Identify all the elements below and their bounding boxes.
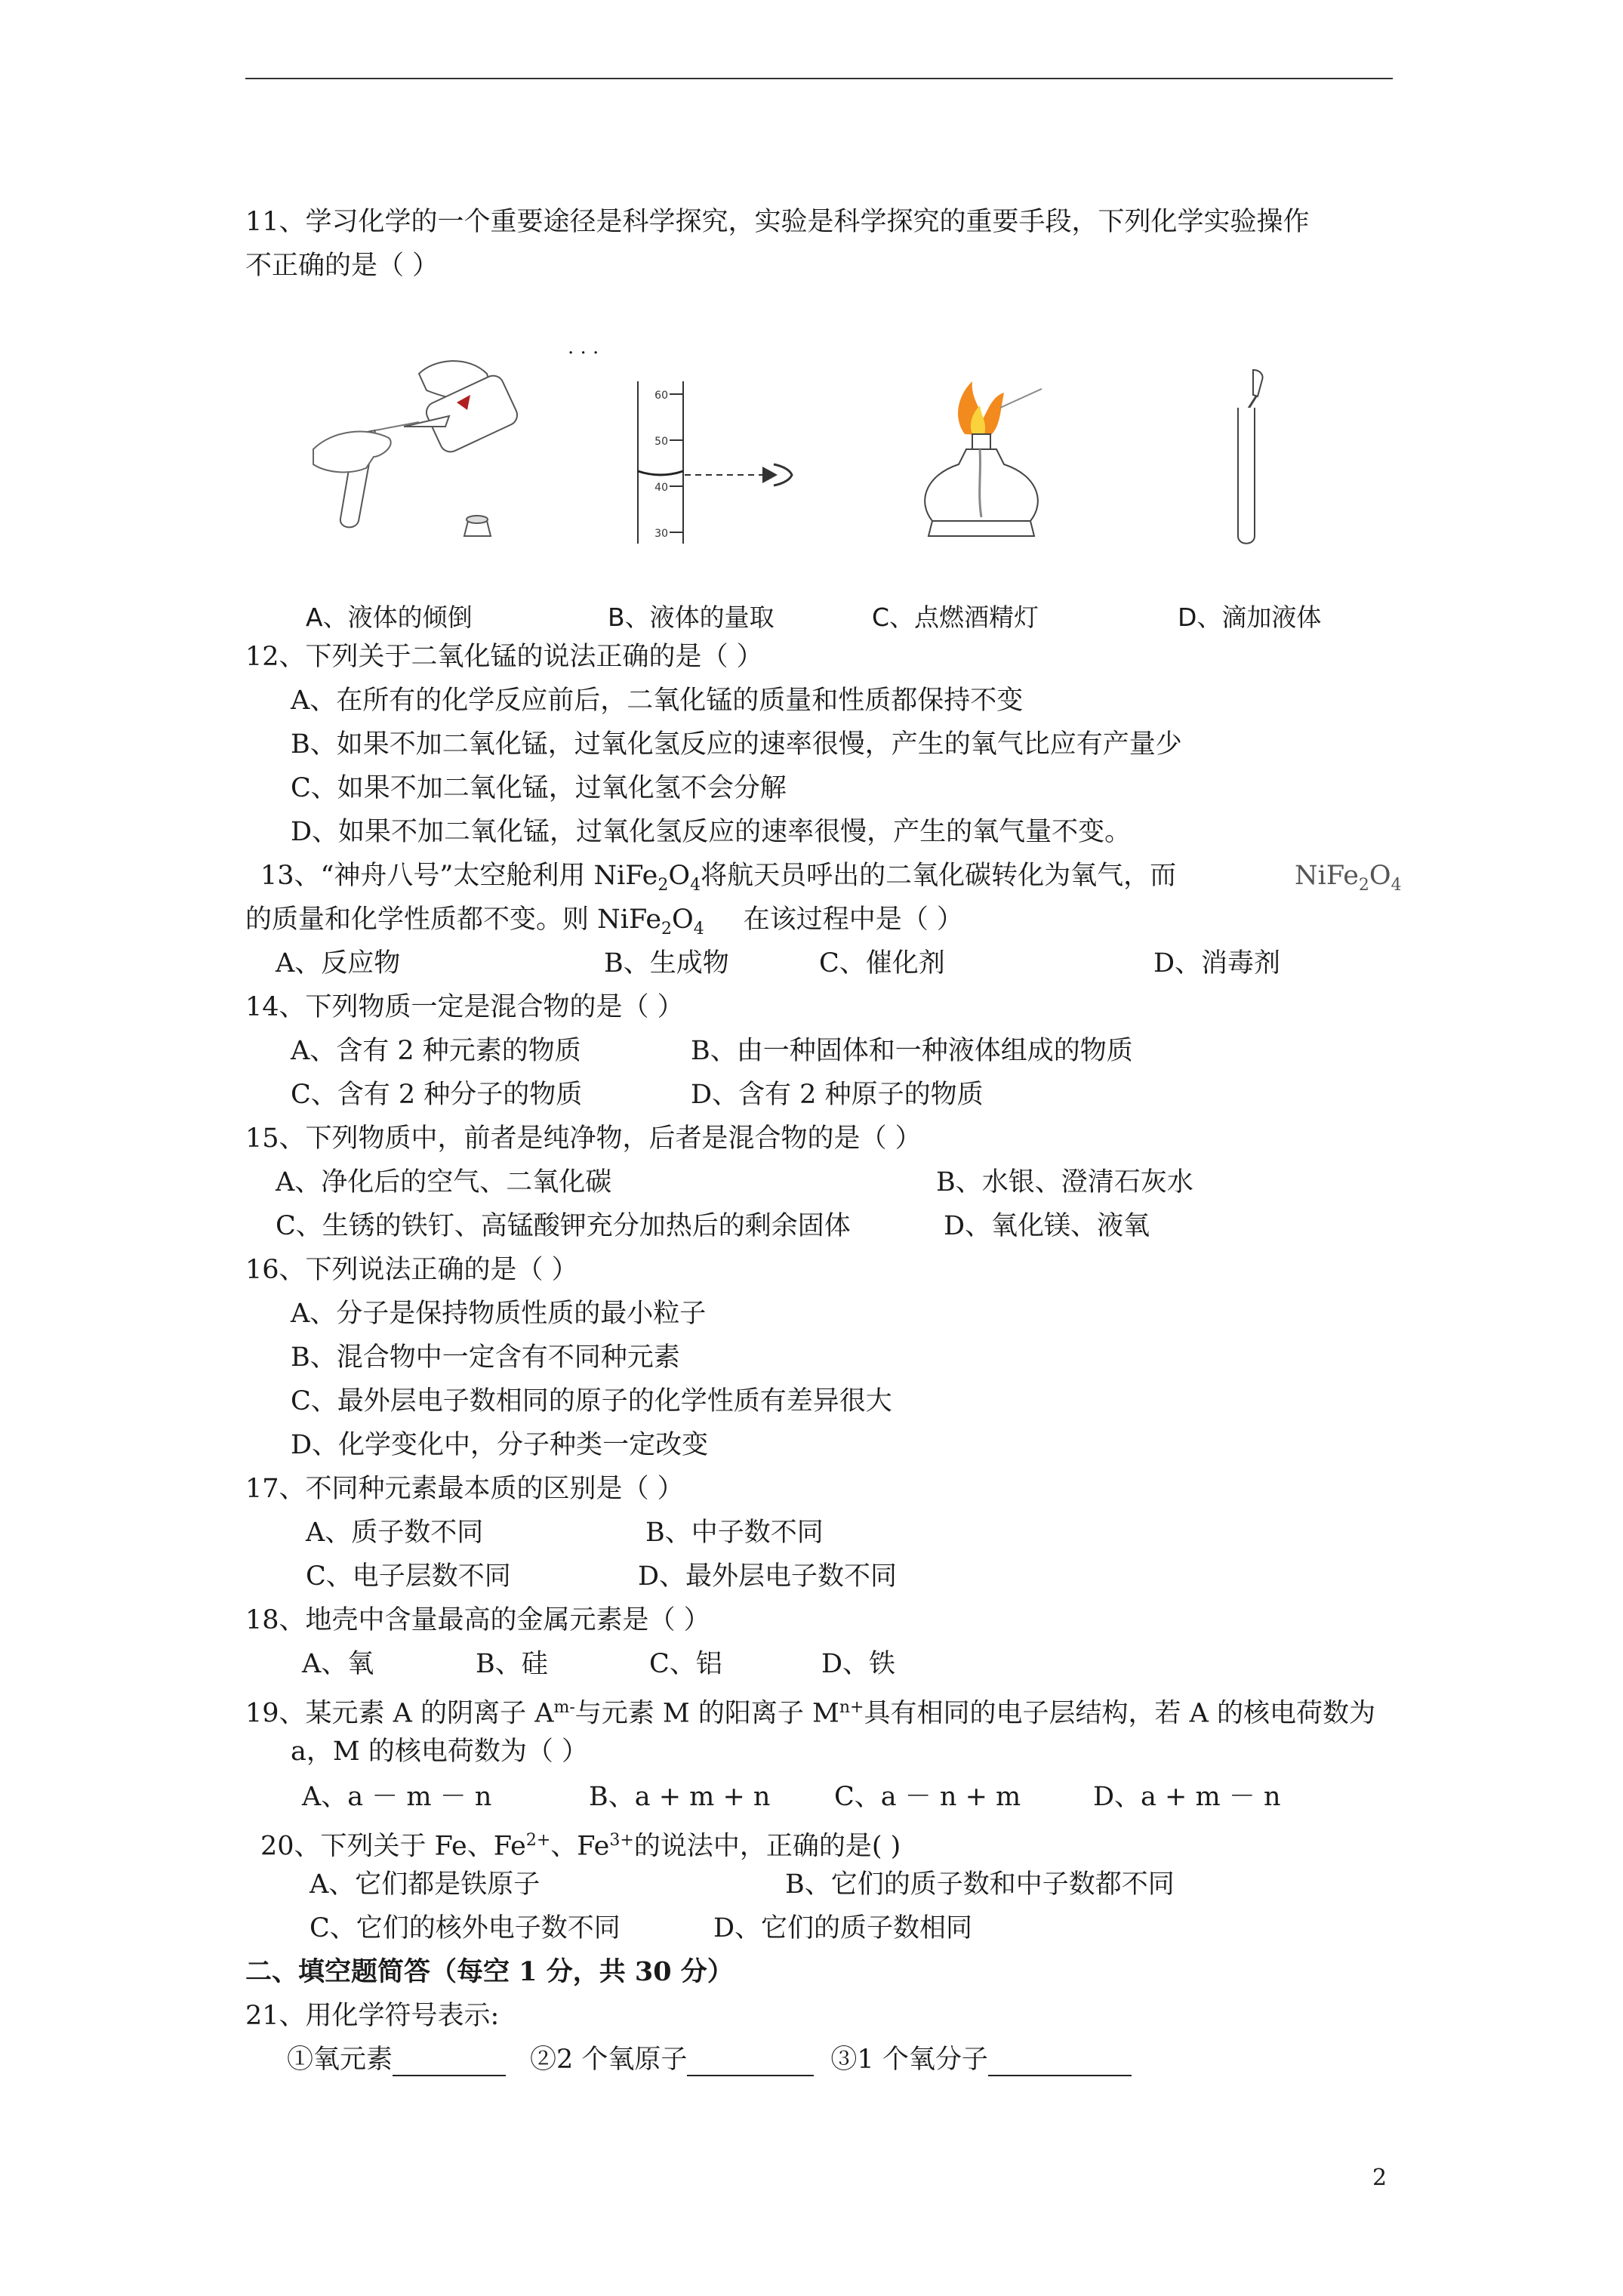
- header-rule: [245, 78, 1393, 79]
- q13-option-b: B、生成物: [604, 948, 729, 978]
- q17-stem: 17、不同种元素最本质的区别是（ ）: [245, 1474, 684, 1504]
- q13-nife-formula: $NiFe_2O_4$: [1295, 861, 1402, 895]
- caption-b: B、液体的量取: [608, 603, 775, 632]
- q13-option-d: D、消毒剂: [1153, 948, 1281, 978]
- page-number: 2: [1372, 2165, 1387, 2191]
- q16-option-a: A、分子是保持物质性质的最小粒子: [291, 1299, 707, 1329]
- q13-line2: 的质量和化学性质都不变。则 $NiFe_2O_4$ 在该过程中是（ ）: [245, 905, 963, 938]
- q19-option-b: B、a + m + n: [589, 1782, 771, 1812]
- caption-a: A、液体的倾倒: [306, 603, 473, 632]
- q19-line2: a，M 的核电荷数为（ ）: [291, 1737, 588, 1767]
- q11-dots: . . .: [568, 336, 599, 359]
- q18-option-c: C、铝: [649, 1649, 722, 1679]
- q16-stem: 16、下列说法正确的是（ ）: [245, 1255, 578, 1285]
- q17-option-a: A、质子数不同: [306, 1518, 484, 1548]
- q16-option-b: B、混合物中一定含有不同种元素: [291, 1342, 680, 1373]
- q14-option-c: C、含有 2 种分子的物质: [291, 1080, 583, 1110]
- q20-option-d: D、它们的质子数相同: [713, 1913, 973, 1943]
- q12-option-d: D、如果不加二氧化锰，过氧化氢反应的速率很慢，产生的氧气量不变。: [291, 817, 1132, 847]
- cylinder-tick-50: 50: [654, 436, 668, 448]
- caption-d: D、滴加液体: [1178, 603, 1322, 632]
- figure-measuring-cylinder: [623, 378, 804, 547]
- q12-option-c: C、如果不加二氧化锰，过氧化氢不会分解: [291, 773, 787, 803]
- caption-c: C、点燃酒精灯: [872, 603, 1039, 632]
- q12-option-a: A、在所有的化学反应前后，二氧化锰的质量和性质都保持不变: [291, 686, 1024, 716]
- q11-line2: 不正确的是（ ）: [245, 251, 439, 281]
- q16-option-d: D、化学变化中，分子种类一定改变: [291, 1430, 709, 1460]
- q13-option-c: C、催化剂: [819, 948, 945, 978]
- q20-stem: 20、下列关于 Fe、$Fe^{2+}$、$Fe^{3+}$的说法中，正确的是( ): [260, 1831, 901, 1862]
- q21-item-2: ②2 个氧原子: [530, 2045, 688, 2075]
- q18-option-a: A、氧: [302, 1649, 374, 1679]
- q21-blank-2[interactable]: [687, 2049, 814, 2076]
- q19-line1: 19、某元素 A 的阴离子 $A^{m-}$与元素 M 的阳离子 $M^{n+}$具有相同的电子层结构，若 A 的核电荷数为: [245, 1698, 1375, 1729]
- q15-option-b: B、水银、澄清石灰水: [936, 1167, 1193, 1197]
- q12-option-b: B、如果不加二氧化锰，过氧化氢反应的速率很慢，产生的氧气比应有产量少: [291, 729, 1182, 760]
- q12-stem: 12、下列关于二氧化锰的说法正确的是（ ）: [245, 642, 763, 672]
- cylinder-tick-30: 30: [654, 528, 668, 540]
- figure-pouring-liquid: [306, 344, 525, 544]
- q21-stem: 21、用化学符号表示:: [245, 2001, 500, 2031]
- q20-option-b: B、它们的质子数和中子数都不同: [785, 1869, 1175, 1900]
- q20-option-c: C、它们的核外电子数不同: [310, 1913, 621, 1943]
- q18-option-d: D、铁: [821, 1649, 896, 1679]
- q21-item-3: ③1 个氧分子: [830, 2045, 988, 2075]
- figure-dropper-test-tube: [1208, 366, 1291, 551]
- q21-blank-1[interactable]: [393, 2049, 506, 2076]
- q14-option-a: A、含有 2 种元素的物质: [291, 1036, 581, 1066]
- q14-option-b: B、由一种固体和一种液体组成的物质: [691, 1036, 1133, 1066]
- q15-option-c: C、生锈的铁钉、高锰酸钾充分加热后的剩余固体: [276, 1211, 851, 1241]
- q21-items: [287, 2043, 1132, 2076]
- section2-title: 二、填空题简答（每空 1 分，共 30 分）: [245, 1956, 734, 1987]
- q19-option-a: A、a － m － n: [302, 1782, 492, 1812]
- q16-option-c: C、最外层电子数相同的原子的化学性质有差异很大: [291, 1386, 892, 1416]
- cylinder-tick-40: 40: [654, 482, 668, 494]
- q15-option-a: A、净化后的空气、二氧化碳: [276, 1167, 612, 1197]
- q15-option-d: D、氧化镁、液氧: [944, 1211, 1150, 1241]
- figure-alcohol-lamp: [906, 374, 1057, 547]
- q11-line1: 11、学习化学的一个重要途径是科学探究，实验是科学探究的重要手段，下列化学实验操作: [245, 207, 1310, 237]
- q20-option-a: A、它们都是铁原子: [310, 1869, 540, 1900]
- q15-stem: 15、下列物质中，前者是纯净物，后者是混合物的是（ ）: [245, 1123, 922, 1154]
- cylinder-tick-60: 60: [654, 390, 668, 402]
- q18-stem: 18、地壳中含量最高的金属元素是（ ）: [245, 1605, 710, 1635]
- q13-line1: 13、“神舟八号”太空舱利用 $NiFe_2O_4$将航天员呼出的二氧化碳转化为氧气，而: [260, 861, 1177, 895]
- q19-option-d: D、a + m － n: [1093, 1782, 1281, 1812]
- q17-option-d: D、最外层电子数不同: [638, 1561, 898, 1592]
- q14-stem: 14、下列物质一定是混合物的是（ ）: [245, 992, 684, 1022]
- q21-blank-3[interactable]: [988, 2049, 1132, 2076]
- q18-option-b: B、硅: [476, 1649, 548, 1679]
- q19-option-c: C、a － n + m: [834, 1782, 1021, 1812]
- q17-option-b: B、中子数不同: [645, 1518, 824, 1548]
- q21-item-1: ①氧元素: [287, 2045, 393, 2075]
- q17-option-c: C、电子层数不同: [306, 1561, 511, 1592]
- q13-option-a: A、反应物: [276, 948, 401, 978]
- q14-option-d: D、含有 2 种原子的物质: [691, 1080, 984, 1110]
